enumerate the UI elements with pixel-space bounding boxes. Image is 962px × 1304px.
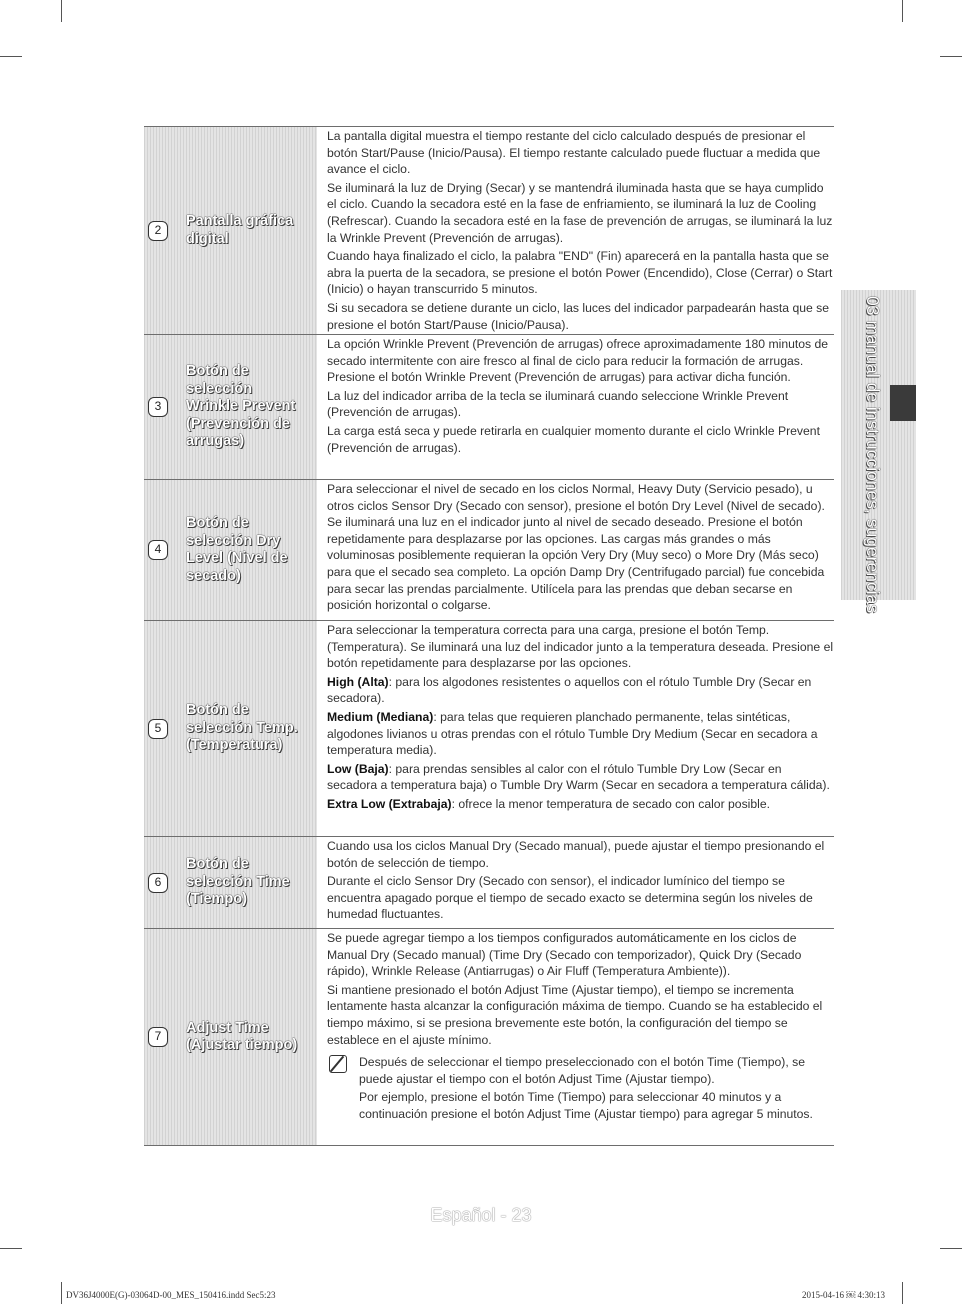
item-label: Pantalla gráfica digital	[186, 213, 294, 247]
note-text: Por ejemplo, presione el botón Time (Tiempo) para seleccionar 40 minutos y a continuación presione el botón Adjust Time (Ajustar tiempo) para agregar 5 minutos.	[359, 1090, 813, 1121]
paragraph: Si su secadora se detiene durante un ciclo, las luces del indicador parpadearán hasta que se presione el botón Start/Pause (Inicio/Pausa).	[327, 300, 830, 332]
item-number-badge: 5	[148, 719, 168, 739]
note-pencil-icon	[329, 1055, 347, 1073]
row-description	[317, 929, 834, 1145]
item-label: Botón de selección Temp. (Temperatura)	[186, 702, 298, 754]
paragraph: Si mantiene presionado el botón Adjust Time (Ajustar tiempo), el tiempo se incrementa lentamente hasta alcanzar la configuración máxima de tiempo. Cuando se ha establecido el tiempo máximo, si se presiona brevemente este botón, la configuración del tiempo se establece en el ajuste mínimo.	[327, 982, 823, 1047]
table-row	[144, 621, 834, 837]
paragraph: Cuando haya finalizado el ciclo, la palabra "END" (Fin) aparecerá en la pantalla hasta que se abra la puerta de la secadora, se presione el botón Power (Encendido), Close (Cerrar) o Start (Inicio) o hayan transcurrido 5 minutos.	[327, 249, 833, 297]
chapter-tab-label: 03 manual de instrucciones, sugerencias	[863, 296, 883, 614]
row-description	[317, 480, 834, 620]
crop-mark	[902, 1282, 903, 1304]
table-row	[144, 126, 834, 335]
item-number-badge: 2	[148, 221, 168, 241]
option-term: Extra Low (Extrabaja)	[327, 796, 452, 811]
item-number-badge: 7	[148, 1027, 168, 1047]
row-label-cell	[144, 837, 317, 928]
temperature-option	[327, 761, 834, 794]
row-label-cell	[144, 335, 317, 479]
footer-file-info: DV36J4000E(G)-03064D-00_MES_150416.indd Sec5:23	[66, 1290, 276, 1300]
row-description	[317, 837, 834, 928]
control-panel-table	[144, 126, 834, 1146]
note-text: Después de seleccionar el tiempo preseleccionado con el botón Time (Tiempo), se puede ajustar el tiempo con el botón Adjust Time (Ajustar tiempo).	[359, 1055, 805, 1086]
item-label: Botón de selección Time (Tiempo)	[186, 856, 290, 908]
temperature-option	[327, 796, 834, 813]
crop-mark	[61, 0, 62, 22]
crop-mark	[0, 56, 22, 57]
page-number: Español - 23	[430, 1205, 532, 1225]
option-description: : para prendas sensibles al calor con el rótulo Tumble Dry Low (Secar en secadora a temperatura baja) o Tumble Dry Warm (Secar en secadora a temperatura cálida).	[327, 761, 830, 793]
paragraph: La opción Wrinkle Prevent (Prevención de arrugas) ofrece aproximadamente 180 minutos de secado intermitente con aire fresco al final de ciclo para reducir la formación de arrugas. Presione el botón Wrinkle Prevent (Prevención de arrugas) para activar dicha función.	[327, 337, 829, 385]
paragraph: La pantalla digital muestra el tiempo restante del ciclo calculado después de presionar el botón Start/Pause (Inicio/Pausa). El tiempo restante calculado puede fluctuar a medida que avance el ciclo.	[327, 129, 821, 177]
item-number-badge: 4	[148, 540, 168, 560]
option-term: High (Alta)	[327, 674, 389, 689]
row-label-cell	[144, 127, 317, 334]
paragraph: Para seleccionar el nivel de secado en los ciclos Normal, Heavy Duty (Servicio pesado), u otros ciclos Sensor Dry (Secado con sensor), presione el botón Dry Level (Nivel de secado). Se iluminará una luz en el indicador junto al nivel de secado deseado. Presione el botón repetidamente para desplazarse por las opciones. Las cargas más grandes o más voluminosas posiblemente requieran la opción Very Dry (Muy seco) o More Dry (Más seco) para que el secado sea completo. La opción Damp Dry (Centrifugado parcial) fue concebida para secar las prendas parcialmente. Utilícela para las prendas que deban secarse en posición horizontal o colgarse.	[327, 482, 825, 613]
option-description: : para telas que requieren planchado permanente, telas sintéticas, algodones livianos u otras prendas con el rótulo Tumble Dry Medium (Secar en secadora a temperatura media).	[327, 709, 818, 758]
row-label-cell	[144, 621, 317, 836]
paragraph: La luz del indicador arriba de la tecla se iluminará cuando seleccione Wrinkle Prevent (Prevención de arrugas).	[327, 388, 789, 420]
paragraph: Para seleccionar la temperatura correcta para una carga, presione el botón Temp. (Temperatura). Se iluminará una luz del indicador junto a la temperatura deseada. Presione el botón repetidamente para desplazarse por las opciones.	[327, 623, 834, 671]
option-term: Low (Baja)	[327, 761, 389, 776]
option-description: : ofrece la menor temperatura de secado con calor posible.	[451, 796, 771, 811]
footer-date: 2015-04-16 ￼ 4:30:13	[802, 1290, 885, 1300]
paragraph: La carga está seca y puede retirarla en cualquier momento durante el ciclo Wrinkle Prevent (Prevención de arrugas).	[327, 423, 820, 455]
table-row	[144, 335, 834, 480]
paragraph: Cuando usa los ciclos Manual Dry (Secado manual), puede ajustar el tiempo presionando el botón de selección de tiempo.	[327, 839, 825, 870]
row-label-cell	[144, 480, 317, 620]
row-label-cell	[144, 929, 317, 1145]
item-label: Botón de selección Dry Level (Nivel de secado)	[186, 515, 288, 584]
row-description	[317, 127, 834, 334]
table-row	[144, 929, 834, 1146]
temperature-option	[327, 674, 834, 707]
crop-mark	[940, 56, 962, 57]
item-number-badge: 3	[148, 397, 168, 417]
paragraph: Se iluminará la luz de Drying (Secar) y se mantendrá iluminada hasta que se haya cumplido el ciclo. Cuando la secadora esté en la fase de enfriamiento, se iluminará la luz de Cooling (Refrescar). Cuando la secadora esté en la fase de prevención de arrugas, se iluminará la luz la Wrinkle Prevent (Prevención de arrugas).	[327, 180, 833, 245]
crop-mark	[902, 0, 903, 22]
item-number-badge: 6	[148, 873, 168, 893]
note-block	[327, 1054, 834, 1124]
chapter-tab-marker	[890, 385, 916, 421]
temperature-option	[327, 709, 834, 759]
crop-mark	[940, 1248, 962, 1249]
crop-mark	[0, 1248, 22, 1249]
row-description	[317, 335, 834, 479]
option-term: Medium (Mediana)	[327, 709, 434, 724]
item-label: Adjust Time (Ajustar tiempo)	[186, 1019, 298, 1053]
paragraph: Durante el ciclo Sensor Dry (Secado con sensor), el indicador lumínico del tiempo se encuentra apagado porque el tiempo de secado exacto se determina según los niveles de humedad fluctuantes.	[327, 874, 813, 922]
option-description: : para los algodones resistentes o aquellos con el rótulo Tumble Dry (Secar en secadora).	[327, 674, 812, 706]
paragraph: Se puede agregar tiempo a los tiempos configurados automáticamente en los ciclos de Manual Dry (Secado manual) (Time Dry (Secado con temporizador), Quick Dry (Secado rápido), Wrinkle Release (Antiarrugas) o Air Fluff (Temperatura Ambiente)).	[327, 931, 802, 979]
table-row	[144, 480, 834, 621]
row-description	[317, 621, 834, 836]
table-row	[144, 837, 834, 929]
item-label: Botón de selección Wrinkle Prevent (Prevención de arrugas)	[186, 363, 296, 450]
crop-mark	[61, 1282, 62, 1304]
